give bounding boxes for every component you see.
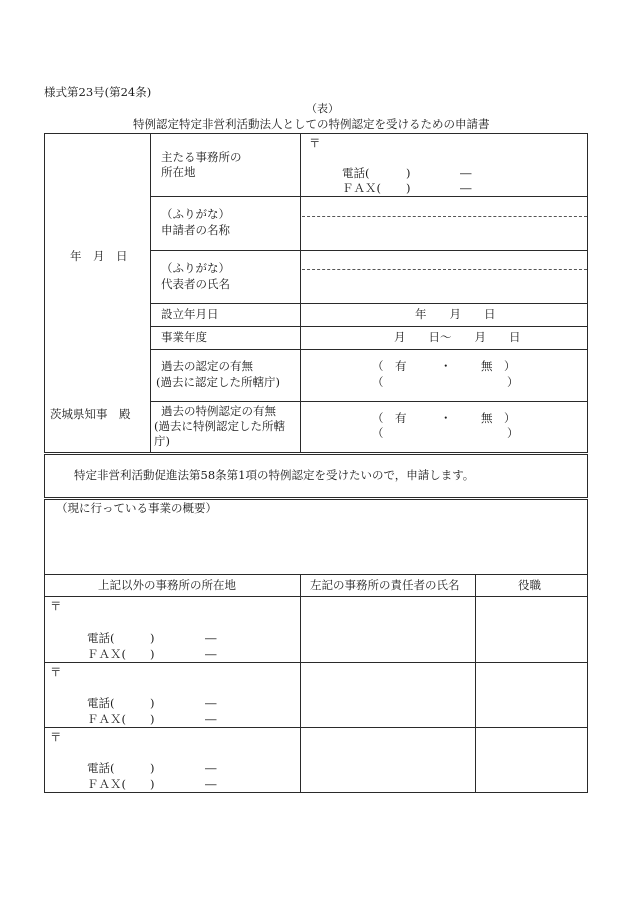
other-office-manager-header: 左記の事務所の責任者の氏名 xyxy=(310,578,460,592)
other-office-location-header: 上記以外の事務所の所在地 xyxy=(98,578,236,592)
past-special-cert-no: 無 ） xyxy=(481,411,516,425)
applicant-name-label: 申請者の名称 xyxy=(161,223,230,237)
past-cert-label-2: (過去に認定した所轄庁) xyxy=(156,375,280,389)
entry2-phone-dash: ― xyxy=(205,696,217,710)
entry2-phone-close: ) xyxy=(150,696,155,710)
fiscal-year-value: 月 日～ 月 日 xyxy=(394,330,521,344)
form-number: 様式第23号(第24条) xyxy=(44,85,152,99)
entry3-phone-close: ) xyxy=(150,761,155,775)
past-cert-label: 過去の認定の有無 xyxy=(161,359,253,373)
past-cert-open: （ xyxy=(372,375,384,389)
entry3-fax-close: ) xyxy=(150,777,155,791)
past-special-cert-label-3: 庁) xyxy=(154,434,170,448)
entry1-fax-label: ＦＡＸ( xyxy=(87,647,126,661)
entry3-phone-label: 電話( xyxy=(87,761,115,775)
entry2-fax-close: ) xyxy=(150,712,155,726)
postal-mark: 〒 xyxy=(309,136,321,150)
representative-furigana: （ふりがな） xyxy=(161,261,230,275)
entry2-fax-label: ＦＡＸ( xyxy=(87,712,126,726)
past-special-cert-label-2: (過去に特例認定した所轄 xyxy=(154,419,285,433)
application-date: 年 月 日 xyxy=(70,249,128,263)
addressee: 茨城県知事 殿 xyxy=(50,407,131,421)
page-side-label: （表） xyxy=(306,102,339,115)
past-special-cert-dot: ・ xyxy=(440,411,452,425)
declaration-text: 特定非営利活動促進法第58条第1項の特例認定を受けたいので，申請します。 xyxy=(74,468,475,482)
entry1-fax-dash: ― xyxy=(205,647,217,661)
entry3-phone-dash: ― xyxy=(205,761,217,775)
office-fax-dash: ― xyxy=(460,181,472,195)
page-title: 特例認定特定非営利活動法人としての特例認定を受けるための申請書 xyxy=(133,117,490,131)
entry2-fax-dash: ― xyxy=(205,712,217,726)
entry1-phone-dash: ― xyxy=(205,631,217,645)
office-location-label: 主たる事務所の xyxy=(161,150,242,164)
past-special-cert-label: 過去の特例認定の有無 xyxy=(161,404,276,418)
entry1-fax-close: ) xyxy=(150,647,155,661)
fiscal-year-label: 事業年度 xyxy=(161,330,207,344)
entry1-phone-close: ) xyxy=(150,631,155,645)
entry3-fax-dash: ― xyxy=(205,777,217,791)
past-cert-close: ） xyxy=(507,375,519,389)
other-office-position-header: 役職 xyxy=(518,578,541,592)
past-special-cert-open: （ xyxy=(372,426,384,440)
established-date-value: 年 月 日 xyxy=(415,307,496,321)
office-location-label-2: 所在地 xyxy=(161,165,196,179)
entry2-postal-mark: 〒 xyxy=(50,665,62,679)
entry2-phone-label: 電話( xyxy=(87,696,115,710)
past-special-cert-close: ） xyxy=(507,426,519,440)
past-cert-yes: （ 有 xyxy=(372,359,407,373)
applicant-furigana: （ふりがな） xyxy=(161,207,230,221)
past-cert-no: 無 ） xyxy=(481,359,516,373)
entry1-postal-mark: 〒 xyxy=(50,599,62,613)
business-summary-label: （現に行っている事業の概要） xyxy=(56,501,217,515)
past-cert-dot: ・ xyxy=(440,359,452,373)
representative-name-label: 代表者の氏名 xyxy=(161,277,230,291)
entry3-fax-label: ＦＡＸ( xyxy=(87,777,126,791)
past-special-cert-yes: （ 有 xyxy=(372,411,407,425)
office-fax-close: ) xyxy=(406,181,411,195)
office-phone-dash: ― xyxy=(460,166,472,180)
entry3-postal-mark: 〒 xyxy=(50,730,62,744)
office-fax-label: ＦＡＸ( xyxy=(342,181,381,195)
entry1-phone-label: 電話( xyxy=(87,631,115,645)
established-date-label: 設立年月日 xyxy=(161,307,219,321)
office-phone-label: 電話( xyxy=(342,166,370,180)
office-phone-close: ) xyxy=(406,166,411,180)
